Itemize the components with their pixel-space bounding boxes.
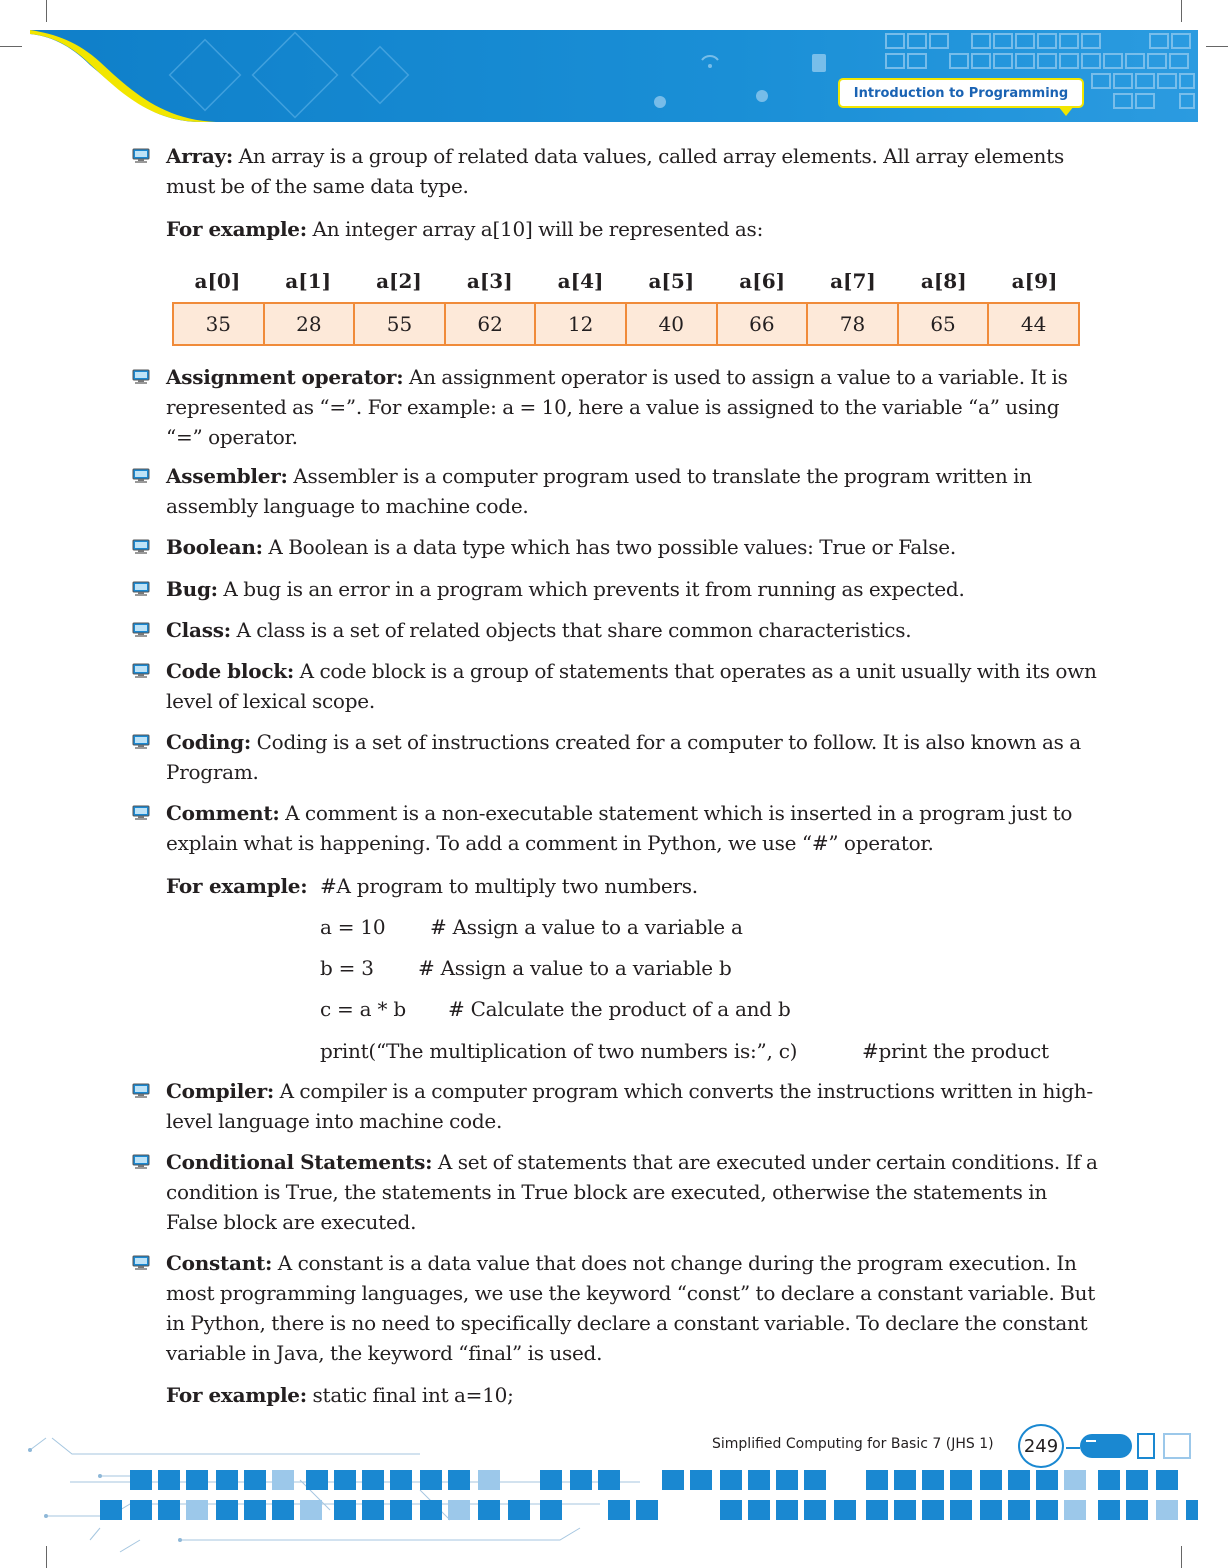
definition: Coding is a set of instructions created for a computer to follow. It is also known as a Program. [166,730,1081,784]
chapter-title-tag: Introduction to Programming [838,78,1084,108]
array-value: 28 [265,304,356,344]
definition: A compiler is a computer program which converts the instructions written in high-level language into machine code. [166,1079,1093,1133]
definition: A constant is a data value that does not change during the program execution. In most programming languages, we use the keyword “const” to declare a constant variable. But in Python, there is no need to specifically declare a constant variable. To declare the constant variable in Java, the keyword “final” is used. [166,1251,1095,1365]
array-value: 55 [355,304,446,344]
computer-bullet-icon [132,581,150,597]
glossary-entry-conditional-statements [166,1147,1101,1237]
glossary-entry-coding [166,727,1101,787]
array-index: a[0] [194,269,241,293]
definition: A class is a set of related objects that share common characteristics. [230,618,912,642]
code-comment: # Calculate the product of a and b [448,997,791,1021]
array-value: 44 [1020,312,1047,336]
glossary-entry-comment [166,798,1101,858]
crop-mark [1181,0,1182,22]
computer-bullet-icon [132,1083,150,1099]
array-example [166,214,1101,244]
crop-mark [46,0,47,22]
computer-bullet-icon [132,148,150,164]
array-index: a[3] [466,269,513,293]
array-values-row [172,302,1080,346]
computer-bullet-icon [132,1255,150,1271]
computer-bullet-icon [132,622,150,638]
footer-book-title: Simplified Computing for Basic 7 (JHS 1) [712,1436,994,1452]
example-label: For example: [166,217,307,241]
code-line: print(“The multiplication of two numbers is:”, c) [320,1039,798,1063]
glossary-entry-class [166,615,1101,645]
term: Assembler: [166,464,288,488]
definition: A set of statements that are executed under certain conditions. If a condition is True, the statements in True block are executed, otherwise the statements in False block are executed. [166,1150,1098,1234]
array-value: 12 [536,304,627,344]
term: Assignment operator: [166,365,404,389]
glossary-entry-boolean [166,532,1101,562]
array-index: a[5] [648,269,695,293]
computer-bullet-icon [132,539,150,555]
definition: Assembler is a computer program used to translate the program written in assembly language to machine code. [166,464,1032,518]
array-value: 62 [446,304,537,344]
example-label: For example: [166,1383,307,1407]
example-text: static final int a=10; [306,1383,514,1407]
array-index: a[6] [739,269,786,293]
computer-bullet-icon [132,663,150,679]
example-text: An integer array a[10] will be represented as: [306,217,764,241]
code-line: a = 10 [320,915,386,939]
definition: A bug is an error in a program which prevents it from running as expected. [217,577,965,601]
array-value: 40 [627,304,718,344]
term: Boolean: [166,535,263,559]
crop-mark [1206,46,1228,47]
term: Constant: [166,1251,273,1275]
glossary-entry-compiler [166,1076,1101,1136]
code-comment: #print the product [862,1039,1049,1063]
array-value: 66 [718,304,809,344]
term: Bug: [166,577,218,601]
page-number: 249 [1018,1424,1064,1468]
array-value: 35 [174,304,265,344]
array-index: a[1] [285,269,332,293]
term: Code block: [166,659,295,683]
term: Comment: [166,801,280,825]
computer-bullet-icon [132,734,150,750]
definition: An array is a group of related data values, called array elements. All array elements must be of the same data type. [166,144,1064,198]
array-value: 65 [899,304,990,344]
array-value: 78 [808,304,899,344]
term: Array: [166,144,234,168]
glossary-entry-bug [166,574,1101,604]
term: Compiler: [166,1079,274,1103]
definition: An assignment operator is used to assign a value to a variable. It is represented as “=”. For example: a = 10, here a value is assigned to the variable “a” using “=” operator. [166,365,1068,449]
tag-pointer [1058,106,1074,116]
array-index: a[7] [830,269,876,293]
term: Coding: [166,730,251,754]
computer-bullet-icon [132,468,150,484]
definition: A code block is a group of statements that operates as a unit usually with its own level of lexical scope. [166,659,1097,713]
glossary-entry-array [166,141,1101,201]
code-comment: # Assign a value to a variable a [430,915,743,939]
glossary-entry-code-block [166,656,1101,716]
code-line: b = 3 [320,956,374,980]
term: Class: [166,618,231,642]
glossary-entry-assembler [166,461,1101,521]
array-index: a[9] [1011,269,1058,293]
array-index: a[2] [376,269,422,293]
term: Conditional Statements: [166,1150,433,1174]
glossary-entry-assignment-operator [166,362,1101,452]
comment-example-label: For example: [166,874,308,898]
constant-example [166,1380,1101,1410]
code-line: #A program to multiply two numbers. [320,874,698,898]
glossary-entry-constant [166,1248,1101,1368]
array-index-header [172,266,1080,296]
definition: A comment is a non-executable statement which is inserted in a program just to explain what is happening. To add a comment in Python, we use “#” operator. [166,801,1073,855]
code-line: c = a * b [320,997,406,1021]
array-index: a[8] [920,269,967,293]
computer-bullet-icon [132,805,150,821]
crop-mark [0,46,22,47]
header-banner [30,30,1198,122]
definition: A Boolean is a data type which has two possible values: True or False. [262,535,956,559]
array-index: a[4] [557,269,604,293]
code-comment: # Assign a value to a variable b [418,956,732,980]
computer-bullet-icon [132,1154,150,1170]
computer-bullet-icon [132,369,150,385]
